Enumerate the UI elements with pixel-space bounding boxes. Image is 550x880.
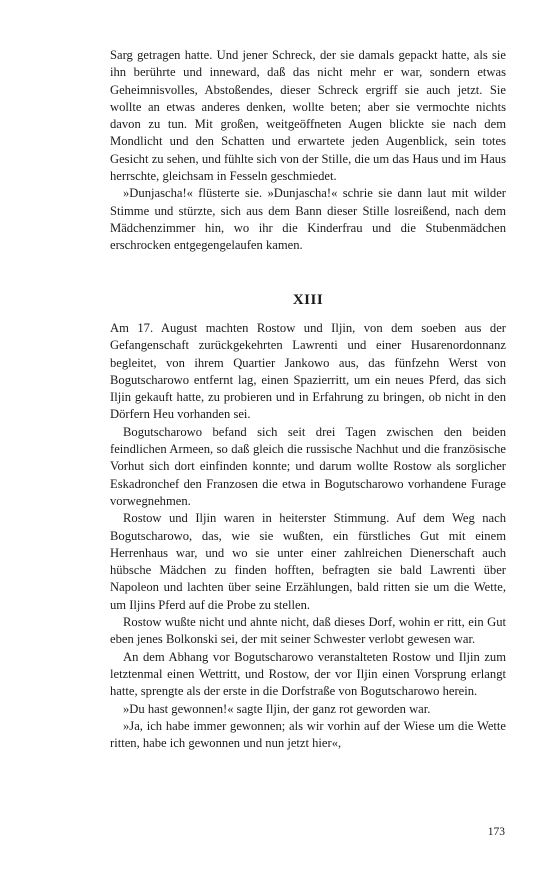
- paragraph-continuation: Sarg getragen hatte. Und jener Schreck, der sie damals gepackt hatte, als sie ihn berührte und inneward, daß das nicht mehr er war, sondern etwas Geheimnisvolles, Abstoßendes, dieser Schreck ergriff sie auch jetzt. Sie wollte an etwas anderes denken, wollte beten; aber sie vermochte nichts davon zu tun. Mit großen, weitgeöffneten Augen blickte sie nach dem Mondlicht und den Schatten und erwartete jeden Augenblick, sein totes Gesicht zu sehen, und fühlte sich von der Stille, die um das Haus und im Haus herrschte, gleichsam in Fesseln geschmiedet.: [110, 48, 506, 184]
- paragraph-wettritt: An dem Abhang vor Bogutscharowo veranstalteten Rostow und Iljin zum letztenmal einen Wettritt, und Rostow, der vor Iljin einen Vorsprung erlangt hatte, sprengte als der erste in die Dorfstraße von Bogutscharowo herein.: [110, 649, 506, 699]
- paragraph-rostow-iljin: Rostow und Iljin waren in heiterster Stimmung. Auf dem Weg nach Bogutscharowo, das, wie sie wußten, ein fürstliches Gut mit einem Herrenhaus war, und wo sie unter einer zahlreichen Dienerschaft auch hübsche Mädchen zu finden hofften, befragten sie bald Lawrenti über Napoleon und lachten über seine Erzählungen, bald ritten sie um die Wette, um Iljins Pferd auf die Probe zu stellen.: [110, 511, 506, 612]
- paragraph-dialogue-iljin: »Du hast gewonnen!« sagte Iljin, der ganz rot geworden war.: [123, 701, 431, 716]
- paragraph-bolkonski: Rostow wußte nicht und ahnte nicht, daß dieses Dorf, wohin er ritt, ein Gut eben jenes Bolkonski sei, der mit seiner Schwester verlobt gewesen war.: [110, 615, 506, 647]
- paragraph-chapter-opening: Am 17. August machten Rostow und Iljin, von dem soeben aus der Gefangenschaft zurückgekehrten Lawrenti und einer Husarenordonnanz begleitet, von ihrem Quartier Jankowo aus, das fünfzehn Werst von Bogutscharowo entfernt lag, einen Spazierritt, um ein neues Pferd, das sich Iljin gekauft hatte, zu probieren und in Erfahrung zu bringen, ob nicht in den Dörfern Heu vorhanden sei.: [110, 321, 506, 422]
- text-block-top: [110, 47, 506, 255]
- paragraph-bogutscharowo: Bogutscharowo befand sich seit drei Tagen zwischen den beiden feindlichen Armeen, so daß gleich die russische Nachhut und die französische Vorhut sich dort einfinden konnte; und darum wollte Rostow als sorglicher Eskadronchef den Franzosen die etwa in Bogutscharowo vorhandene Furage vorwegnehmen.: [110, 424, 506, 508]
- chapter-heading: XIII: [292, 292, 324, 308]
- page-number: 173: [487, 826, 505, 838]
- text-block-chapter: [110, 320, 506, 752]
- paragraph-dialogue-rostow: »Ja, ich habe immer gewonnen; als wir vorhin auf der Wiese um die Wette ritten, habe ich gewonnen und nun jetzt hier«,: [110, 718, 506, 751]
- paragraph-dunjascha: »Dunjascha!« flüsterte sie. »Dunjascha!« schrie sie dann laut mit wilder Stimme und stürzte, sich aus dem Bann dieser Stille losreißend, nach dem Mädchenzimmer hin, wo ihr die Kinderfrau und die Stubenmädchen erschrocken entgegengelaufen kamen.: [110, 186, 506, 253]
